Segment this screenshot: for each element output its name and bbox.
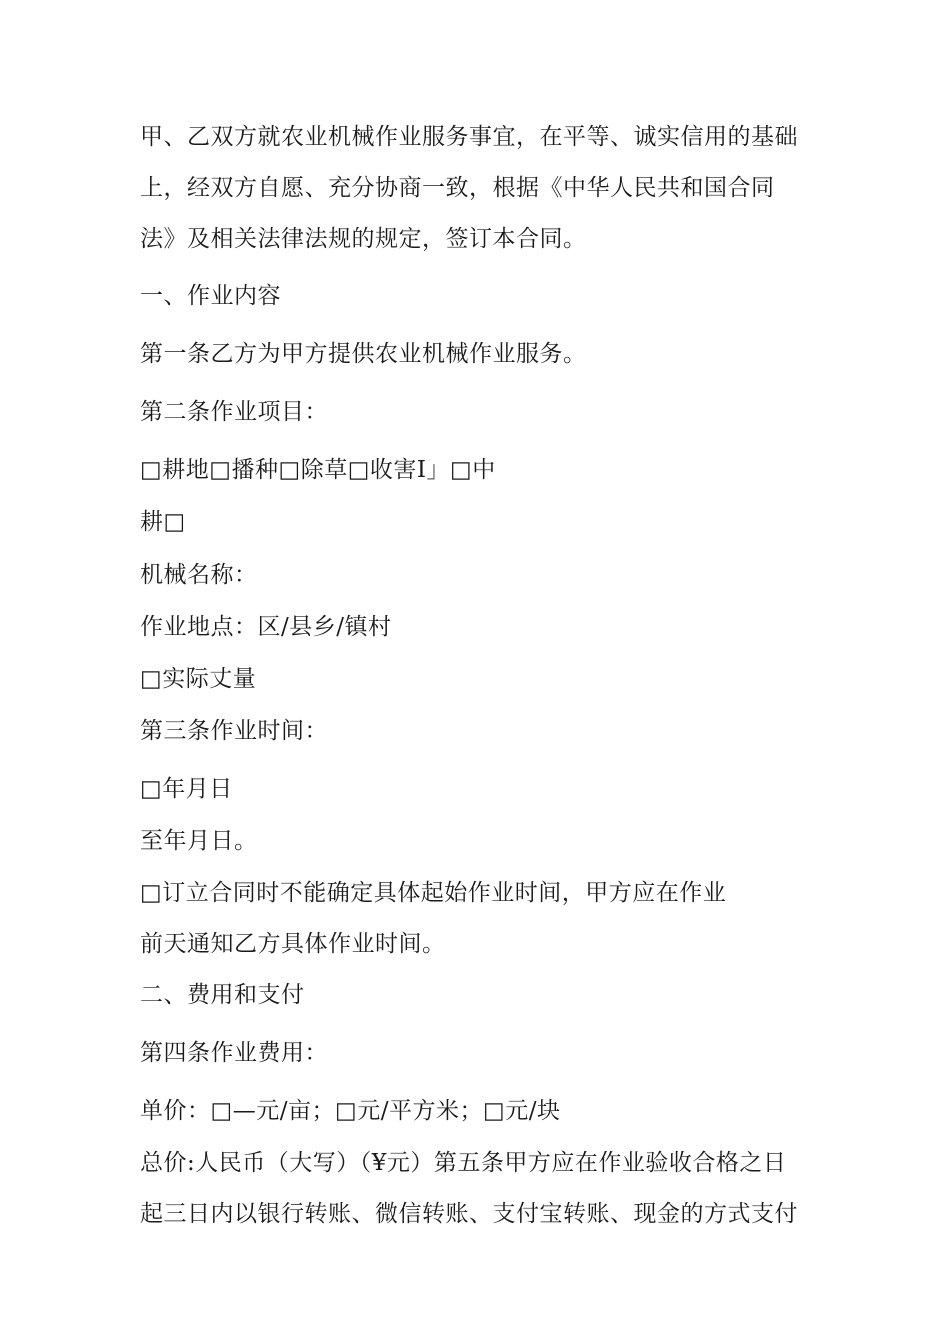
article-2-heading: 第二条作业项目：: [140, 399, 328, 425]
section-heading-fees: 二、费用和支付: [140, 982, 305, 1008]
section-heading-work-content: 一、作业内容: [140, 283, 281, 309]
article-3-heading: 第三条作业时间：: [140, 718, 328, 744]
undetermined-time-option: □订立合同时不能确定具体起始作业时间，甲方应在作业: [140, 880, 727, 906]
total-price-line: 总价:人民币（大写）（¥元）第五条甲方应在作业验收合格之日: [140, 1150, 787, 1176]
work-end-date: 至年月日。: [140, 828, 258, 854]
work-items-options: □耕地□播种□除草□收害Ⅰ」□中: [140, 457, 496, 483]
article-1: 第一条乙方为甲方提供农业机械作业服务。: [140, 341, 587, 367]
work-location-field: 作业地点：区/县乡/镇村: [140, 614, 392, 640]
unit-price-options: 单价：□—元/亩；□元/平方米；□元/块: [140, 1098, 561, 1124]
intro-line-3: 法》及相关法律法规的规定，签订本合同。: [140, 226, 587, 252]
article-4-heading: 第四条作业费用：: [140, 1040, 328, 1066]
intro-line-2: 上，经双方自愿、充分协商一致，根据《中华人民共和国合同: [140, 175, 775, 201]
intro-line-1: 甲、乙双方就农业机械作业服务事宜，在平等、诚实信用的基础: [140, 124, 798, 150]
work-items-options-continued: 耕□: [140, 509, 186, 535]
actual-measurement-option: □实际丈量: [140, 666, 257, 692]
payment-method-line: 起三日内以银行转账、微信转账、支付宝转账、现金的方式支付: [140, 1201, 798, 1227]
machine-name-field: 机械名称：: [140, 562, 258, 588]
work-start-date-option: □年月日: [140, 776, 233, 802]
undetermined-time-option-continued: 前天通知乙方具体作业时间。: [140, 931, 446, 957]
